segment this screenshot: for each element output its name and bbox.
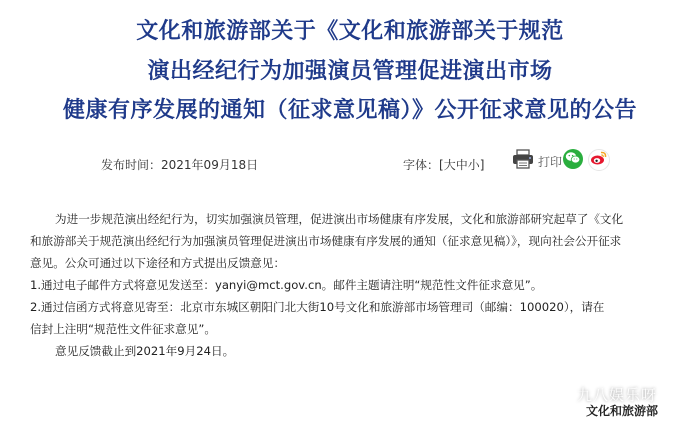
weibo-icon — [590, 150, 608, 170]
mail-method-item — [30, 296, 670, 340]
title-line-3: 健康有序发展的通知（征求意见稿）》公开征求意见的公告 — [62, 98, 637, 123]
title-line-1: 文化和旅游部关于《文化和旅游部关于规范 — [136, 19, 564, 44]
intro-line-1: 为进一步规范演出经纪行为，切实加强演员管理，促进演出市场健康有序发展，文化和旅游部研究起草了《文化 — [55, 212, 624, 226]
wechat-icon — [565, 150, 581, 169]
font-label: 字体： — [403, 158, 440, 172]
publish-label: 发布时间： — [101, 158, 162, 172]
print-button[interactable] — [512, 150, 562, 172]
deadline-text: 意见反馈截止到2021年9月24日。 — [55, 344, 235, 358]
font-size-options[interactable]: [大中小] — [439, 158, 485, 172]
wechat-share-button[interactable] — [563, 149, 583, 169]
weibo-share-button[interactable] — [588, 149, 610, 171]
email-method-item: 1.通过电子邮件方式将意见发送至：yanyi@mct.gov.cn。邮件主题请注明“规范性文件征求意见”。 — [30, 278, 543, 292]
watermark: 九八娱乐呀 — [577, 386, 658, 404]
font-size-control — [403, 156, 484, 173]
publish-info — [101, 156, 258, 173]
intro-line-3: 意见。公众可通过以下途径和方式提出反馈意见： — [30, 256, 286, 270]
print-label: 打印 — [538, 154, 563, 169]
title-line-2: 演出经纪行为加强演员管理促进演出市场 — [147, 59, 553, 84]
mail-method-line-2: 信封上注明“规范性文件征求意见”。 — [30, 322, 216, 336]
publish-date: 2021年09月18日 — [161, 158, 259, 172]
intro-paragraph — [30, 208, 670, 274]
signature: 文化和旅游部 — [585, 404, 658, 418]
intro-line-2: 和旅游部关于规范演出经纪行为加强演员管理促进演出市场健康有序发展的通知（征求意见稿）》，现向社会公开征求 — [30, 234, 622, 248]
printer-icon — [512, 149, 534, 173]
mail-method-line-1: 2.通过信函方式将意见寄至：北京市东城区朝阳门北大街10号文化和旅游部市场管理司（邮编：100020），请在 — [30, 300, 605, 314]
